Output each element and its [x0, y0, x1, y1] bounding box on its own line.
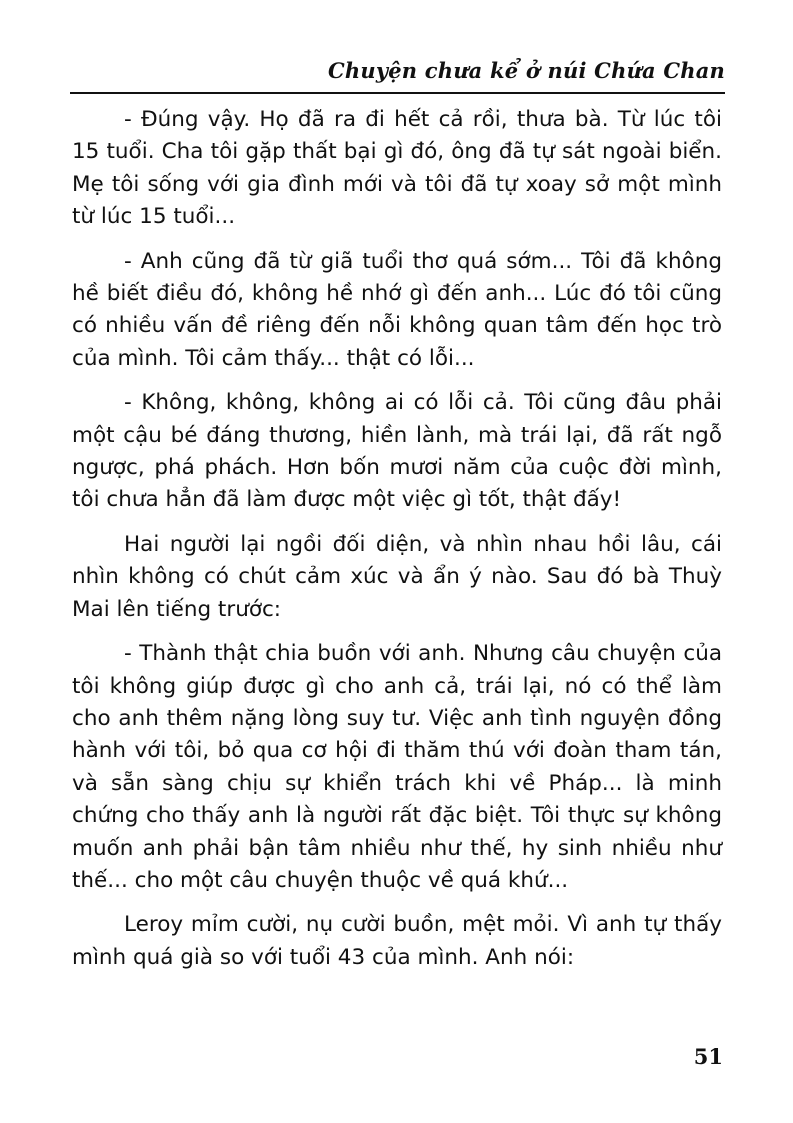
header-rule: [70, 92, 725, 94]
paragraph: - Thành thật chia buồn với anh. Nhưng câu chuyện của tôi không giúp được gì cho anh cả, trái lại, nó có thể làm cho anh thêm nặng lòng suy tư. Việc anh tình nguyện đồng hành với tôi, bỏ qua cơ hội đi thăm thú với đoàn tham tán, và sẵn sàng chịu sự khiển trách khi về Pháp... là minh chứng cho thấy anh là người rất đặc biệt. Tôi thực sự không muốn anh phải bận tâm nhiều như thế, hy sinh nhiều như thế... cho một câu chuyện thuộc về quá khứ...: [72, 641, 722, 893]
body-text: [72, 104, 722, 986]
page-number: 51: [693, 1044, 723, 1069]
paragraph: Leroy mỉm cười, nụ cười buồn, mệt mỏi. Vì anh tự thấy mình quá già so với tuổi 43 của mình. Anh nói:: [72, 912, 722, 970]
paragraph: - Không, không, không ai có lỗi cả. Tôi cũng đâu phải một cậu bé đáng thương, hiền lành, mà trái lại, đã rất ngỗ ngược, phá phách. Hơn bốn mươi năm của cuộc đời mình, tôi chưa hẳn đã làm được một việc gì tốt, thật đấy!: [72, 390, 722, 513]
paragraph: - Đúng vậy. Họ đã ra đi hết cả rồi, thưa bà. Từ lúc tôi 15 tuổi. Cha tôi gặp thất bại gì đó, ông đã tự sát ngoài biển. Mẹ tôi sống với gia đình mới và tôi đã tự xoay sở một mình từ lúc 15 tuổi...: [72, 107, 722, 230]
paragraph: - Anh cũng đã từ giã tuổi thơ quá sớm... Tôi đã không hề biết điều đó, không hề nhớ gì đến anh... Lúc đó tôi cũng có nhiều vấn đề riêng đến nỗi không quan tâm đến học trò của mình. Tôi cảm thấy... thật có lỗi...: [72, 248, 722, 371]
paragraph: Hai người lại ngồi đối diện, và nhìn nhau hồi lâu, cái nhìn không có chút cảm xúc và ẩn ý nào. Sau đó bà Thuỳ Mai lên tiếng trước:: [72, 531, 722, 622]
running-header-title: Chuyện chưa kể ở núi Chứa Chan: [327, 58, 725, 83]
